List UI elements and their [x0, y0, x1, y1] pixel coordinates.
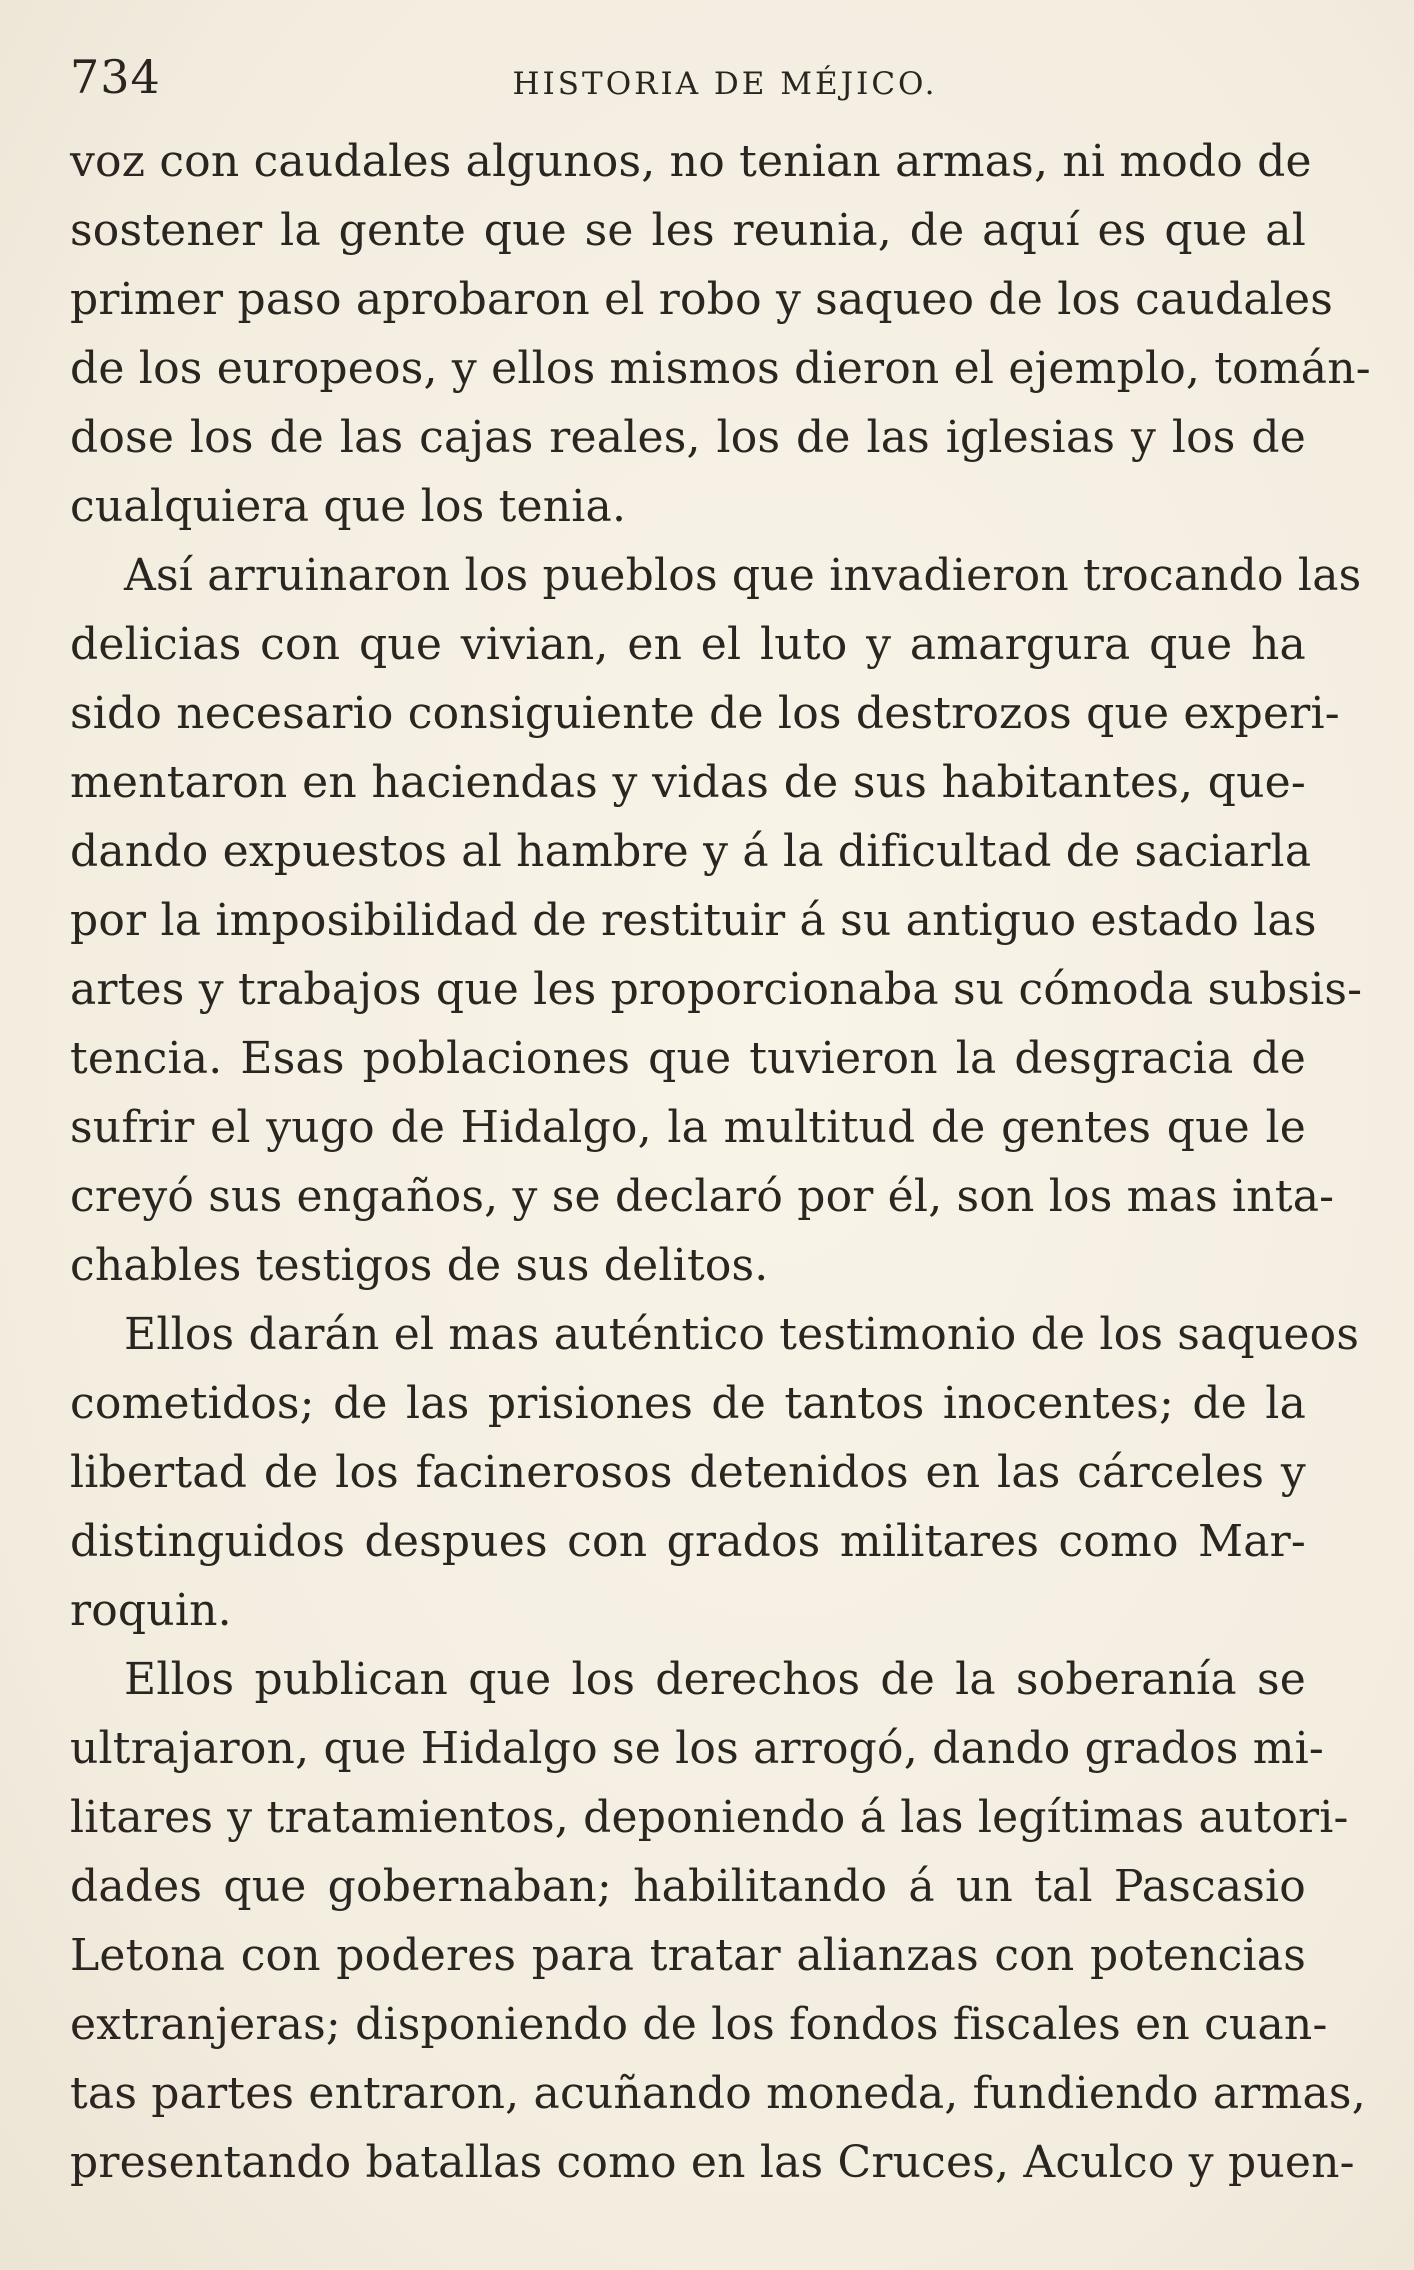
page-header [70, 42, 1320, 112]
paragraph-3 [70, 1300, 1360, 1645]
paragraph-2 [70, 541, 1363, 1300]
text-line: presentando batallas como en las Cruces, Aculco y puen- [70, 2137, 1355, 2188]
text-line: libertad de los facinerosos detenidos en las cárceles y [70, 1447, 1306, 1498]
text-line: Letona con poderes para tratar alianzas con potencias [70, 1930, 1306, 1981]
text-line: dando expuestos al hambre y á la dificultad de saciarla [70, 826, 1312, 877]
text-line: delicias con que vivian, en el luto y amargura que ha [70, 619, 1306, 670]
text-line: voz con caudales algunos, no tenian armas, ni modo de [70, 136, 1312, 187]
body-text [70, 127, 1371, 2197]
text-line: ultrajaron, que Hidalgo se los arrogó, dando grados mi- [70, 1723, 1324, 1774]
page-number: 734 [70, 50, 161, 104]
text-line: primer paso aprobaron el robo y saqueo de los caudales [70, 274, 1334, 325]
text-line: Así arruinaron los pueblos que invadieron trocando las [124, 550, 1362, 601]
text-line: chables testigos de sus delitos. [70, 1240, 769, 1291]
text-line: roquin. [70, 1585, 232, 1636]
text-line: Ellos darán el mas auténtico testimonio de los saqueos [124, 1309, 1360, 1360]
text-line: litares y tratamientos, deponiendo á las legítimas autori- [70, 1792, 1349, 1843]
text-line: por la imposibilidad de restituir á su antiguo estado las [70, 895, 1317, 946]
paragraph-4 [70, 1645, 1366, 2197]
text-line: dose los de las cajas reales, los de las iglesias y los de [70, 412, 1306, 463]
text-line: extranjeras; disponiendo de los fondos fiscales en cuan- [70, 1999, 1328, 2050]
text-line: sufrir el yugo de Hidalgo, la multitud de gentes que le [70, 1102, 1306, 1153]
text-line: cometidos; de las prisiones de tantos inocentes; de la [70, 1378, 1306, 1429]
text-line: creyó sus engaños, y se declaró por él, son los mas inta- [70, 1171, 1335, 1222]
running-title: HISTORIA DE MÉJICO. [512, 66, 938, 102]
text-line: cualquiera que los tenia. [70, 481, 627, 532]
text-line: dades que gobernaban; habilitando á un tal Pascasio [70, 1861, 1306, 1912]
text-line: Ellos publican que los derechos de la soberanía se [124, 1654, 1306, 1705]
text-line: tas partes entraron, acuñando moneda, fundiendo armas, [70, 2068, 1366, 2119]
text-line: distinguidos despues con grados militares como Mar- [70, 1516, 1306, 1567]
text-line: mentaron en haciendas y vidas de sus habitantes, que- [70, 757, 1306, 808]
text-line: de los europeos, y ellos mismos dieron el ejemplo, tomán- [70, 343, 1371, 394]
text-line: tencia. Esas poblaciones que tuvieron la desgracia de [70, 1033, 1306, 1084]
text-line: artes y trabajos que les proporcionaba su cómoda subsis- [70, 964, 1363, 1015]
text-line: sido necesario consiguiente de los destrozos que experi- [70, 688, 1340, 739]
text-line: sostener la gente que se les reunia, de aquí es que al [70, 205, 1306, 256]
paragraph-1 [70, 127, 1371, 541]
